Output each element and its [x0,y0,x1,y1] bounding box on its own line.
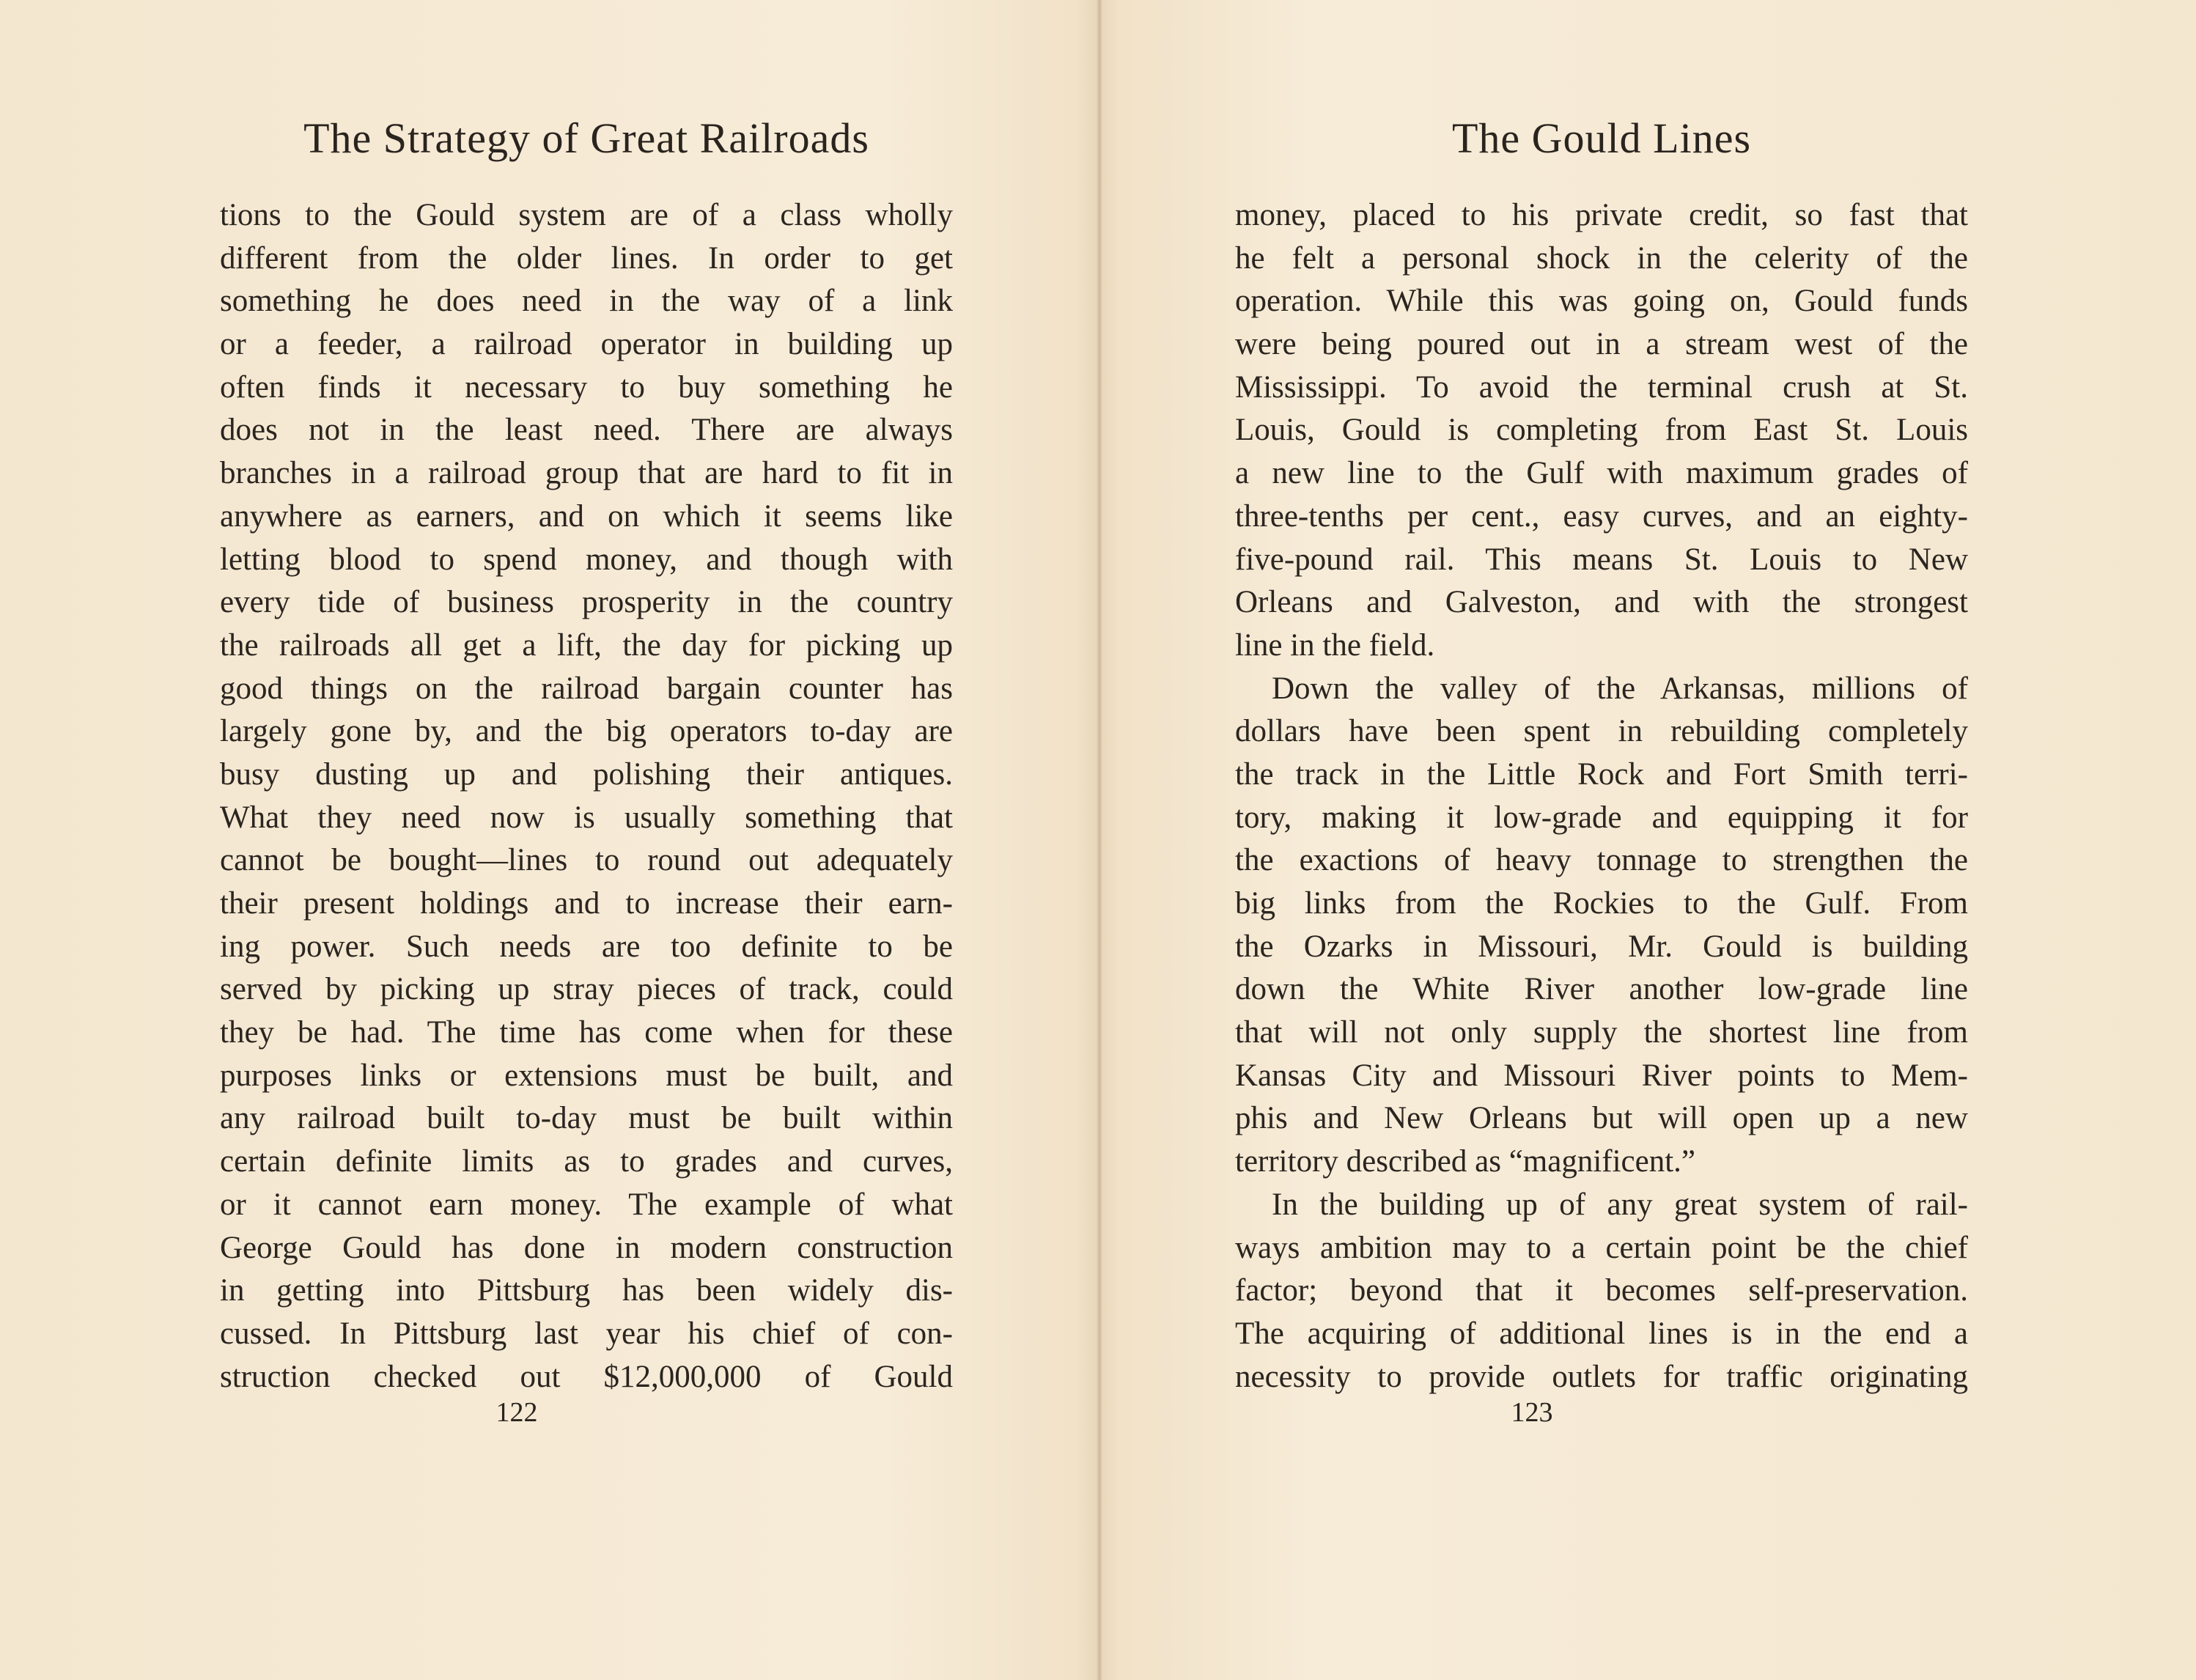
text-line: struction checked out $12,000,000 of Gould [220,1359,953,1394]
paragraph-first-line: Down the valley of the Arkansas, millions of [1272,671,1968,706]
text-line: ing power. Such needs are too definite to be [220,929,953,964]
text-line: were being poured out in a stream west of the [1235,327,1968,362]
text-line: the track in the Little Rock and Fort Smith terri- [1235,756,1968,792]
text-line: the railroads all get a lift, the day for picking up [220,627,953,663]
text-line: they be had. The time has come when for these [220,1015,953,1050]
text-line: something he does need in the way of a link [220,284,953,319]
text-line: cannot be bought—lines to round out adequately [220,843,953,878]
text-line: cussed. In Pittsburg last year his chief of con- [220,1316,953,1351]
text-line: a new line to the Gulf with maximum grades of [1235,456,1968,491]
text-line: operation. While this was going on, Gould funds [1235,284,1968,319]
text-line: busy dusting up and polishing their antiques. [220,756,953,792]
text-line: down the White River another low-grade line [1235,972,1968,1007]
left-running-head: The Strategy of Great Railroads [303,114,869,162]
paragraph-first-line: In the building up of any great system of rail- [1272,1187,1968,1222]
text-line: does not in the least need. There are always [220,413,953,448]
text-line: ways ambition may to a certain point be the chief [1235,1230,1968,1265]
right-page-number: 123 [1511,1397,1553,1428]
text-line: he felt a personal shock in the celerity of the [1235,240,1968,276]
text-line: every tide of business prosperity in the country [220,585,953,620]
text-line: Orleans and Galveston, and with the strongest [1235,585,1968,620]
right-body-text [1235,194,1968,1399]
right-running-head: The Gould Lines [1451,114,1752,162]
text-line: letting blood to spend money, and though with [220,542,953,577]
text-line: Mississippi. To avoid the terminal crush at St. [1235,369,1968,405]
text-line: the Ozarks in Missouri, Mr. Gould is building [1235,929,1968,964]
text-line: factor; beyond that it becomes self-preservation. [1235,1273,1968,1308]
text-line: their present holdings and to increase their earn- [220,886,953,921]
text-line: good things on the railroad bargain counter has [220,671,953,706]
text-line: phis and New Orleans but will open up a new [1235,1101,1968,1136]
text-line: that will not only supply the shortest line from [1235,1015,1968,1050]
left-page-number: 122 [495,1397,538,1428]
text-line: in getting into Pittsburg has been widely dis- [220,1273,953,1308]
book-gutter [1097,0,1102,1680]
text-line: different from the older lines. In order to get [220,240,953,276]
text-line: or a feeder, a railroad operator in building up [220,327,953,362]
text-line: tory, making it low-grade and equipping it for [1235,800,1968,835]
text-line: George Gould has done in modern construction [220,1230,953,1265]
text-line: or it cannot earn money. The example of what [220,1187,953,1222]
text-line: anywhere as earners, and on which it seems like [220,498,953,534]
text-line: the exactions of heavy tonnage to strengthen the [1235,843,1968,878]
text-line: three-tenths per cent., easy curves, and an eighty- [1235,498,1968,534]
text-line: often finds it necessary to buy something he [220,369,953,405]
text-line: tions to the Gould system are of a class wholly [220,198,953,232]
text-line: line in the field. [1235,627,1435,663]
text-line: big links from the Rockies to the Gulf. From [1235,886,1968,921]
text-line: necessity to provide outlets for traffic originating [1235,1359,1968,1394]
text-line: branches in a railroad group that are hard to fit in [220,456,953,491]
text-line: five-pound rail. This means St. Louis to New [1235,542,1968,577]
right-page [1235,0,1968,1680]
text-line: dollars have been spent in rebuilding completely [1235,714,1968,749]
text-line: money, placed to his private credit, so fast that [1235,198,1968,232]
text-line: served by picking up stray pieces of track, could [220,972,953,1007]
text-line: Kansas City and Missouri River points to Mem- [1235,1058,1968,1093]
left-page [220,0,953,1680]
text-line: largely gone by, and the big operators to-day are [220,714,953,749]
left-body-text [220,194,953,1399]
text-line: certain definite limits as to grades and curves, [220,1144,953,1179]
text-line: Louis, Gould is completing from East St. Louis [1235,413,1968,448]
text-line: The acquiring of additional lines is in the end a [1235,1316,1968,1351]
text-line: any railroad built to-day must be built within [220,1101,953,1136]
text-line: purposes links or extensions must be built, and [220,1058,953,1093]
text-line: What they need now is usually something that [220,800,953,835]
text-line: territory described as “magnificent.” [1235,1144,1695,1179]
